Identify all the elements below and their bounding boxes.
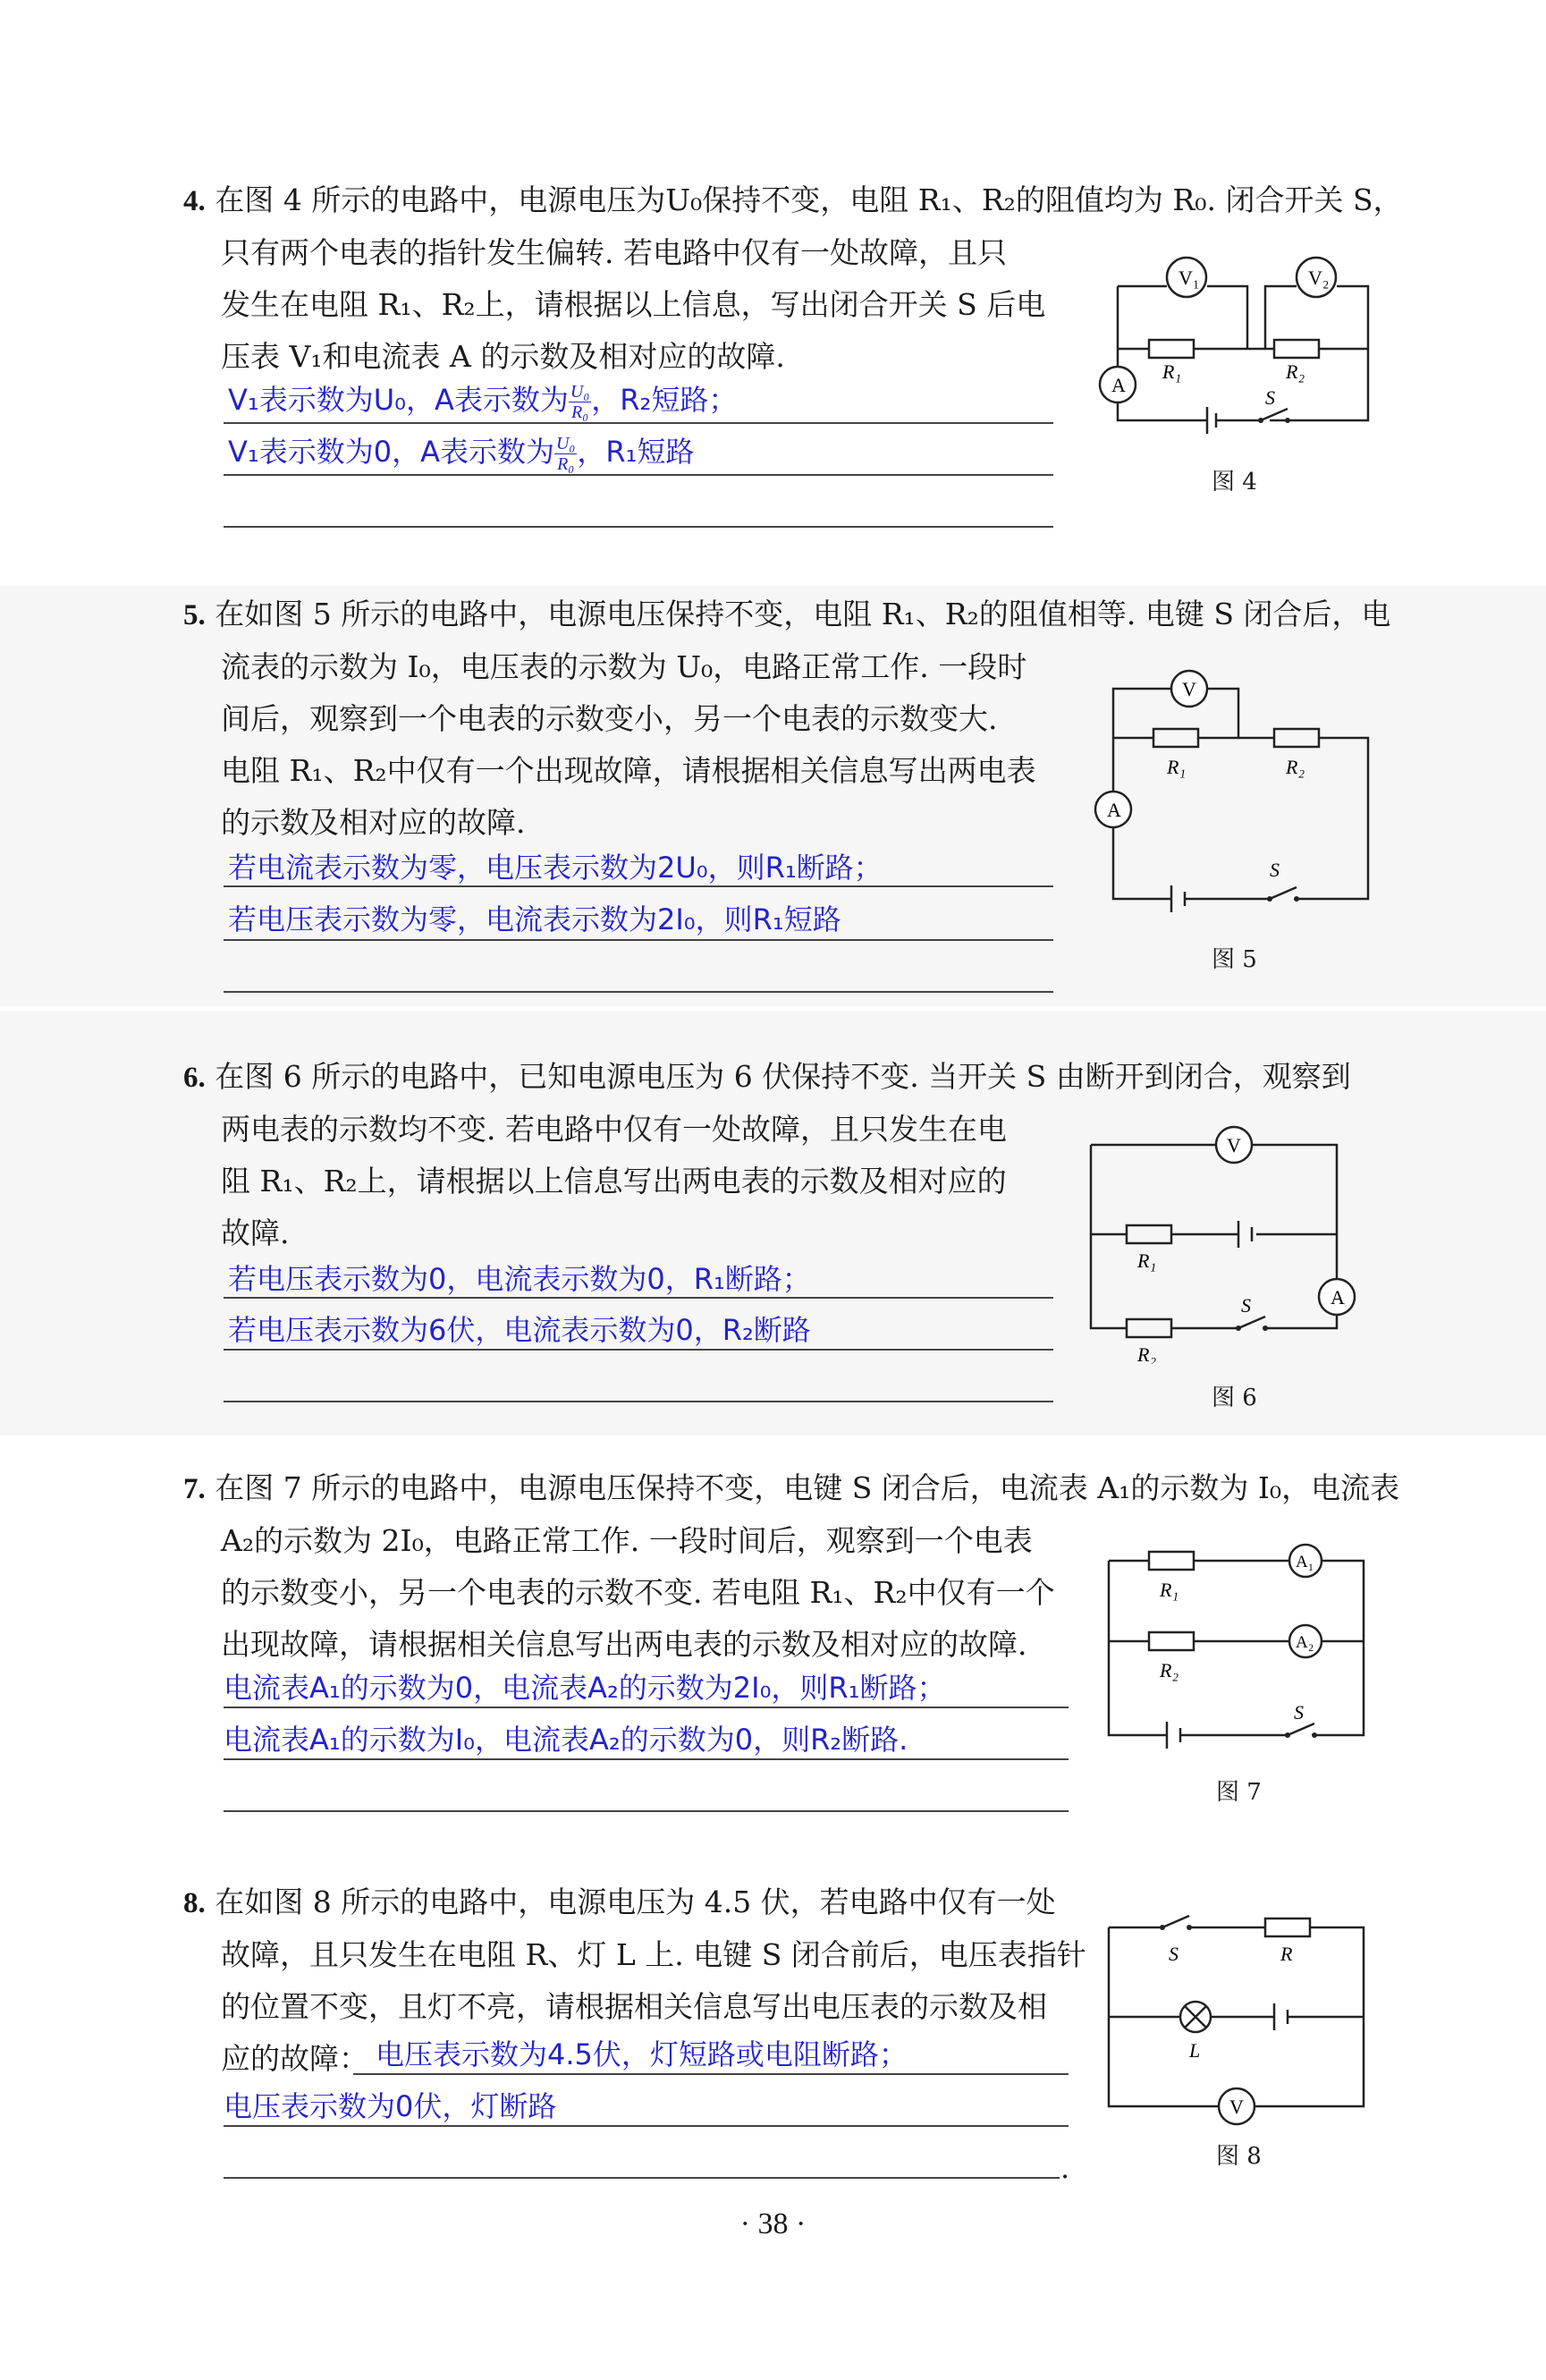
answer-line: 若电压表示数为0，电流表示数为0，R₁断路； bbox=[228, 1262, 811, 1296]
question-text: 出现故障，请根据相关信息写出两电表的示数及相对应的故障. bbox=[221, 1627, 1027, 1662]
figure-label: R₁ bbox=[1167, 756, 1187, 778]
figure-label: A bbox=[1111, 374, 1126, 396]
circuit-figure-8 bbox=[1095, 1901, 1381, 2142]
answer-rule bbox=[224, 1707, 1069, 1708]
figure-label: S bbox=[1265, 386, 1275, 409]
end-mark: . bbox=[1060, 2151, 1070, 2185]
answer-line: 若电压表示数为零，电流表示数为2I₀，则R₁短路 bbox=[228, 902, 841, 936]
circuit-figure-6 bbox=[1082, 1114, 1377, 1364]
figure-label: V₁ bbox=[1179, 267, 1200, 289]
figure-label: A₂ bbox=[1296, 1633, 1314, 1652]
answer-rule bbox=[224, 2125, 1069, 2127]
answer-text: V₁表示数为0，A表示数为 bbox=[228, 435, 554, 469]
circuit-figure-7 bbox=[1095, 1529, 1381, 1762]
figure-label: V bbox=[1229, 2096, 1244, 2118]
answer-rule bbox=[224, 885, 1053, 887]
answer-rule bbox=[224, 1810, 1069, 1812]
question-text: 的示数及相对应的故障. bbox=[221, 805, 526, 840]
question-number: 4. bbox=[183, 185, 206, 217]
fraction bbox=[554, 434, 577, 474]
figure-caption: 图 4 bbox=[1212, 469, 1257, 495]
figure-label: S bbox=[1270, 859, 1280, 881]
question-number: 7. bbox=[183, 1473, 206, 1505]
question-text: 只有两个电表的指针发生偏转. 若电路中仅有一处故障，且只 bbox=[221, 235, 1007, 270]
fraction-numerator: U₀ bbox=[570, 381, 590, 402]
answer-line: 若电压表示数为6伏，电流表示数为0，R₂断路 bbox=[228, 1313, 811, 1347]
figure-label: V₂ bbox=[1308, 267, 1330, 289]
answer-line: 电压表示数为4.5伏，灯短路或电阻断路； bbox=[376, 2037, 908, 2071]
figure-label: R₂ bbox=[1286, 756, 1305, 778]
figure-label: R₂ bbox=[1137, 1343, 1157, 1364]
question-text: 在图 4 所示的电路中，电源电压为U₀保持不变，电阻 R₁、R₂的阻值均为 R₀. 闭合开关 S， bbox=[215, 182, 1403, 217]
answer-rule bbox=[224, 1401, 1053, 1402]
question-text: 的示数变小，另一个电表的示数不变. 若电阻 R₁、R₂中仅有一个 bbox=[221, 1575, 1055, 1610]
figure-label: R₁ bbox=[1162, 360, 1182, 383]
answer-rule bbox=[224, 422, 1053, 424]
figure-label: A bbox=[1331, 1286, 1345, 1309]
fraction bbox=[569, 382, 591, 422]
figure-label: R₁ bbox=[1137, 1249, 1157, 1272]
figure-label: R₂ bbox=[1160, 1659, 1179, 1681]
circuit-figure-5 bbox=[1082, 662, 1377, 948]
figure-label: R₂ bbox=[1286, 360, 1305, 383]
fraction-numerator: U₀ bbox=[555, 433, 576, 453]
fraction-denominator: R₀ bbox=[570, 402, 589, 422]
figure-label: V bbox=[1182, 678, 1196, 700]
answer-text: ，R₂短路； bbox=[591, 383, 738, 417]
answer-rule bbox=[353, 2073, 1069, 2075]
question-number: 5. bbox=[183, 599, 206, 631]
question-text: 在如图 8 所示的电路中，电源电压为 4.5 伏，若电路中仅有一处 bbox=[215, 1885, 1056, 1919]
answer-line bbox=[228, 377, 737, 422]
question-text: 阻 R₁、R₂上，请根据以上信息写出两电表的示数及相对应的 bbox=[221, 1164, 1007, 1198]
figure-label: S bbox=[1169, 1943, 1179, 1965]
question-text: 故障，且只发生在电阻 R、灯 L 上. 电键 S 闭合前后，电压表指针 bbox=[221, 1937, 1086, 1972]
figure-label: S bbox=[1241, 1294, 1251, 1317]
answer-line bbox=[228, 429, 694, 474]
question-text: 压表 V₁和电流表 A 的示数及相对应的故障. bbox=[221, 339, 785, 374]
question-text: 发生在电阻 R₁、R₂上，请根据以上信息，写出闭合开关 S 后电 bbox=[221, 287, 1046, 322]
figure-label: V bbox=[1227, 1134, 1241, 1156]
question-text: 两电表的示数均不变. 若电路中仅有一处故障，且只发生在电 bbox=[221, 1112, 1007, 1147]
answer-rule bbox=[224, 1297, 1053, 1299]
answer-rule bbox=[224, 1758, 1069, 1760]
figure-label: A bbox=[1107, 799, 1121, 821]
figure-label: S bbox=[1294, 1701, 1304, 1724]
figure-label: R bbox=[1280, 1943, 1293, 1965]
figure-label: R₁ bbox=[1160, 1579, 1179, 1601]
question-text: 的位置不变，且灯不亮，请根据相关信息写出电压表的示数及相 bbox=[221, 1989, 1047, 2024]
question-number: 8. bbox=[183, 1887, 206, 1919]
answer-rule bbox=[224, 1349, 1053, 1351]
question-text: 电阻 R₁、R₂中仅有一个出现故障，请根据相关信息写出两电表 bbox=[221, 753, 1036, 788]
lamp-icon bbox=[1180, 2002, 1211, 2032]
figure-label: A₁ bbox=[1296, 1553, 1314, 1571]
answer-rule bbox=[224, 526, 1053, 528]
answer-rule bbox=[224, 2177, 1060, 2179]
figure-caption: 图 5 bbox=[1212, 946, 1257, 973]
answer-rule bbox=[224, 991, 1053, 993]
page-number: · 38 · bbox=[739, 2207, 807, 2240]
answer-line: 电压表示数为0伏，灯断路 bbox=[224, 2089, 557, 2123]
figure-caption: 图 6 bbox=[1212, 1385, 1257, 1411]
answer-line: 若电流表示数为零，电压表示数为2U₀，则R₁断路； bbox=[228, 851, 883, 885]
answer-line: 电流表A₁的示数为0，电流表A₂的示数为2I₀，则R₁断路； bbox=[224, 1671, 946, 1705]
answer-line: 电流表A₁的示数为I₀，电流表A₂的示数为0，则R₂断路. bbox=[224, 1723, 908, 1757]
circuit-figure-4 bbox=[1082, 250, 1377, 447]
question-text: A₂的示数为 2I₀，电路正常工作. 一段时间后，观察到一个电表 bbox=[221, 1523, 1033, 1558]
question-text: 在图 7 所示的电路中，电源电压保持不变，电键 S 闭合后，电流表 A₁的示数为 I₀，电流表 bbox=[215, 1470, 1400, 1505]
question-text: 应的故障： bbox=[221, 2041, 368, 2076]
question-text: 在如图 5 所示的电路中，电源电压保持不变，电阻 R₁、R₂的阻值相等. 电键 S 闭合后，电 bbox=[215, 597, 1391, 631]
question-number: 6. bbox=[183, 1062, 206, 1094]
figure-caption: 图 7 bbox=[1216, 1779, 1262, 1806]
question-text: 在图 6 所示的电路中，已知电源电压为 6 伏保持不变. 当开关 S 由断开到闭合，观察到 bbox=[215, 1059, 1351, 1094]
answer-text: ，R₁短路 bbox=[577, 435, 695, 469]
question-text: 流表的示数为 I₀，电压表的示数为 U₀，电路正常工作. 一段时 bbox=[221, 649, 1027, 684]
figure-label: L bbox=[1189, 2039, 1201, 2062]
answer-rule bbox=[224, 474, 1053, 476]
question-text: 间后，观察到一个电表的示数变小，另一个电表的示数变大. bbox=[221, 701, 998, 736]
answer-text: V₁表示数为U₀，A表示数为 bbox=[228, 383, 569, 417]
answer-rule bbox=[224, 939, 1053, 941]
question-text: 故障. bbox=[221, 1215, 290, 1250]
figure-caption: 图 8 bbox=[1216, 2143, 1262, 2170]
fraction-denominator: R₀ bbox=[557, 453, 575, 474]
